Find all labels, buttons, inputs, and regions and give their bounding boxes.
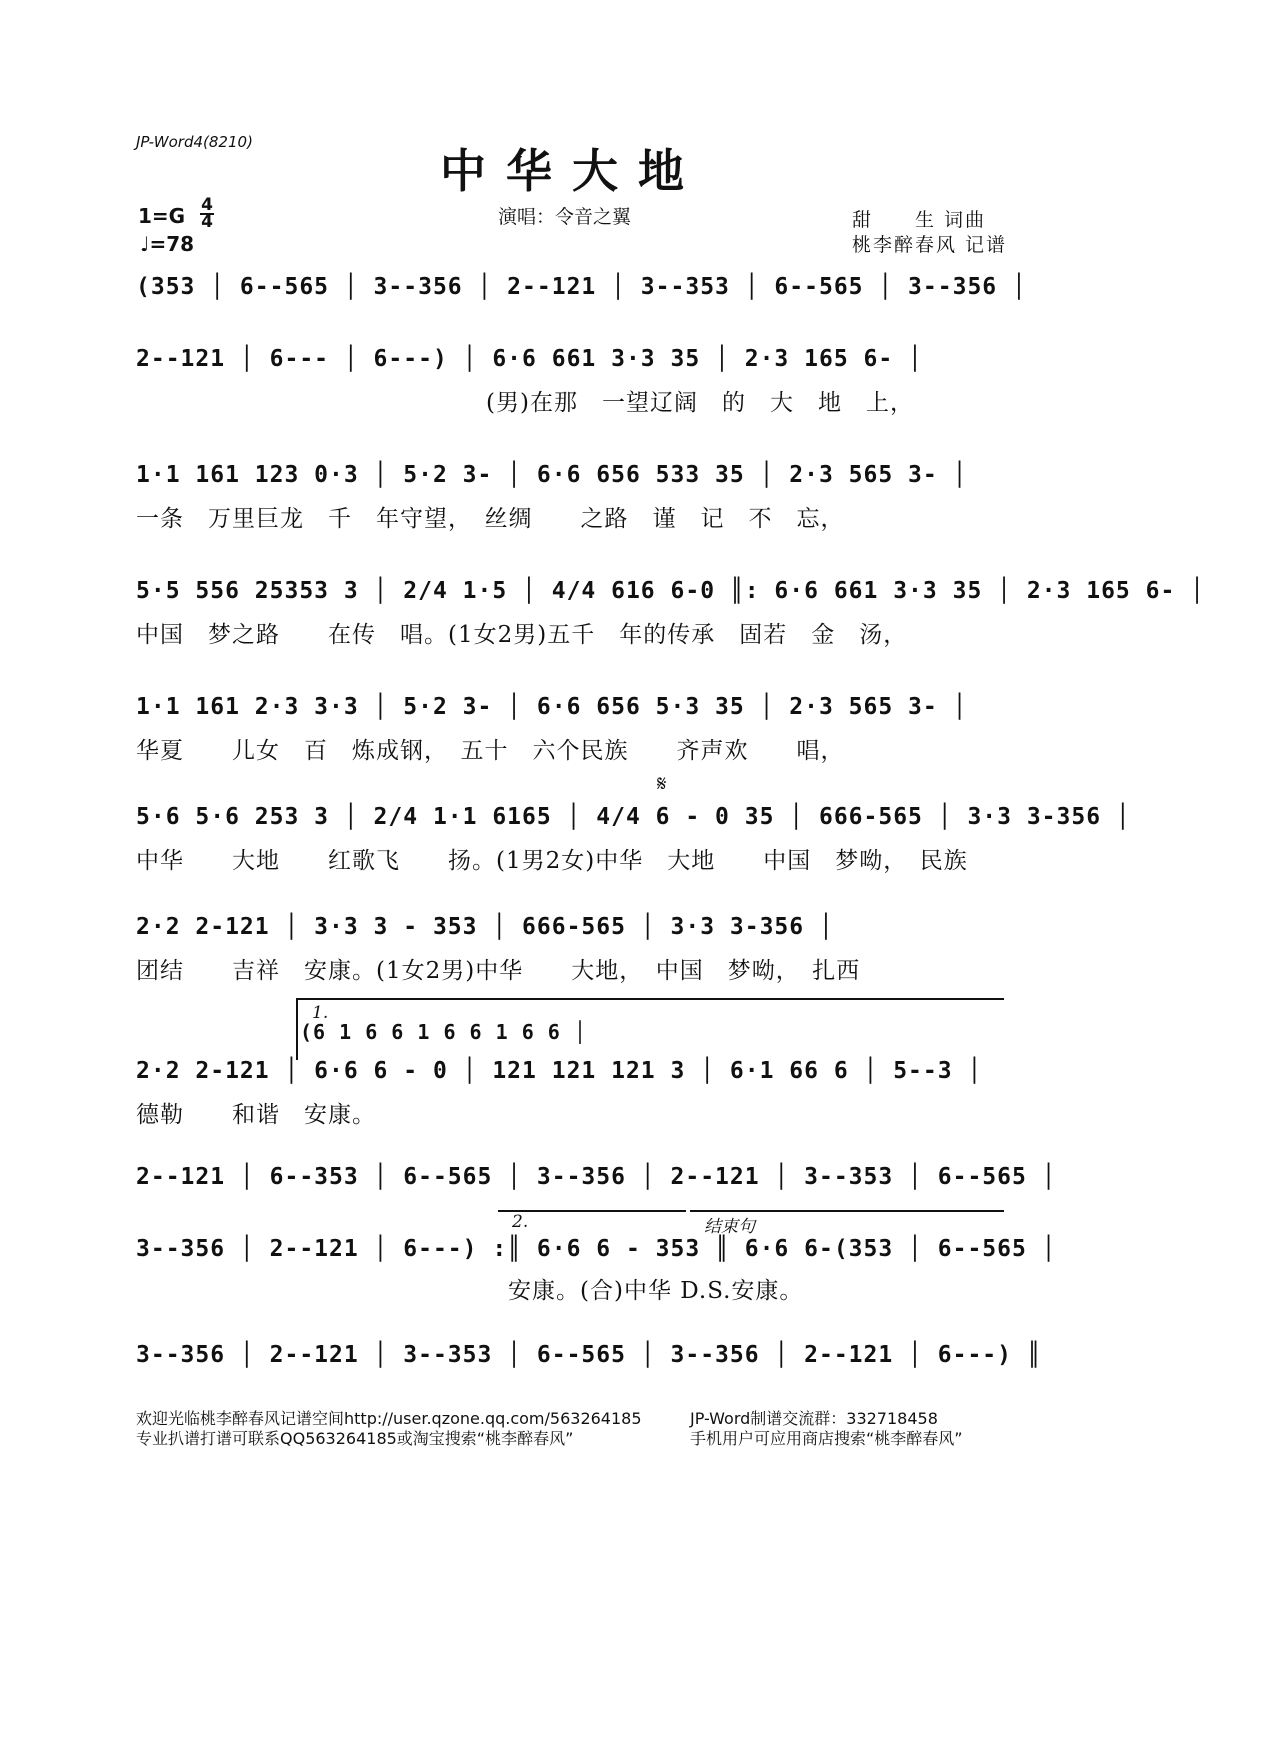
lyrics-row-8: 德勒 和谐 安康。 <box>136 1102 376 1128</box>
singer-credit: 演唱：令音之翼 <box>498 206 632 228</box>
tempo-marking <box>140 232 194 256</box>
music-row-2: 2--121 │ 6--- │ 6---) │ 6·6 661 3·3 35 │ 2·3 165 6- │ <box>136 346 923 372</box>
music-row-6: 5·6 5·6 253 3 │ 2/4 1·1 6165 │ 4/4 6 - 0 35 │ 666-565 │ 3·3 3-356 │ <box>136 804 1131 830</box>
footer-contact: 专业扒谱打谱可联系QQ563264185或淘宝搜索“桃李醉春风” <box>136 1429 574 1448</box>
lyrics-row-7: 团结 吉祥 安康。(1女2男)中华 大地， 中国 梦呦， 扎西 <box>136 958 861 984</box>
segno-sign: 𝄋 <box>657 772 667 797</box>
quarter-note-icon: ♩ <box>140 232 150 256</box>
lyrics-row-6: 中华 大地 红歌飞 扬。(1男2女)中华 大地 中国 梦呦， 民族 <box>136 848 968 874</box>
music-row-10: 3--356 │ 2--121 │ 6---) :║ 6·6 6 - 353 ║ 6·6 6-(353 │ 6--565 │ <box>136 1236 1057 1262</box>
ending-label: 结束句 <box>704 1217 755 1237</box>
software-label: JP-Word4(8210) <box>136 133 253 151</box>
footer-app: 手机用户可应用商店搜索“桃李醉春风” <box>690 1429 963 1448</box>
footer-website: 欢迎光临桃李醉春风记谱空间http://user.qzone.qq.com/563264185 <box>136 1409 642 1428</box>
time-signature <box>200 195 214 232</box>
volta-1-bracket-left <box>296 998 298 1060</box>
volta-1-ornament-row: (6 1 6 6 1 6 6 1 6 6 │ <box>300 1020 587 1044</box>
music-row-1: (353 │ 6--565 │ 3--356 │ 2--121 │ 3--353 │ 6--565 │ 3--356 │ <box>136 274 1027 300</box>
music-row-11: 3--356 │ 2--121 │ 3--353 │ 6--565 │ 3--356 │ 2--121 │ 6---) ║ <box>136 1342 1042 1368</box>
music-row-8: 2·2 2-121 │ 6·6 6 - 0 │ 121 121 121 3 │ 6·1 66 6 │ 5--3 │ <box>136 1058 983 1084</box>
composer-credit: 甜 生 词曲 <box>852 209 987 231</box>
lyrics-row-3: 一条 万里巨龙 千 年守望， 丝绸 之路 谨 记 不 忘， <box>136 506 845 532</box>
footer-group: JP-Word制谱交流群：332718458 <box>690 1409 938 1428</box>
page-title: 中华大地 <box>440 144 704 198</box>
volta-1-bracket <box>296 998 1004 1000</box>
music-row-3: 1·1 161 123 0·3 │ 5·2 3- │ 6·6 656 533 35 │ 2·3 565 3- │ <box>136 462 968 488</box>
time-denominator: 4 <box>201 212 213 232</box>
volta-2-label: 2. <box>512 1212 529 1232</box>
key-signature: 1=G <box>138 204 186 228</box>
transcriber-credit: 桃李醉春风 记谱 <box>852 234 1008 256</box>
volta-1-label: 1. <box>312 1003 329 1023</box>
music-row-7: 2·2 2-121 │ 3·3 3 - 353 │ 666-565 │ 3·3 3-356 │ <box>136 914 834 940</box>
lyrics-row-2: (男)在那 一望辽阔 的 大 地 上， <box>486 390 914 416</box>
lyrics-row-4: 中国 梦之路 在传 唱。(1女2男)五千 年的传承 固若 金 汤， <box>136 622 908 648</box>
time-numerator: 4 <box>201 195 213 215</box>
music-row-9: 2--121 │ 6--353 │ 6--565 │ 3--356 │ 2--121 │ 3--353 │ 6--565 │ <box>136 1164 1057 1190</box>
lyrics-row-10: 安康。(合)中华 D.S.安康。 <box>508 1278 804 1304</box>
lyrics-row-5: 华夏 儿女 百 炼成钢， 五十 六个民族 齐声欢 唱， <box>136 738 845 764</box>
music-row-4: 5·5 556 25353 3 │ 2/4 1·5 │ 4/4 616 6-0 ║: 6·6 661 3·3 35 │ 2·3 165 6- │ <box>136 578 1205 604</box>
music-row-5: 1·1 161 2·3 3·3 │ 5·2 3- │ 6·6 656 5·3 35 │ 2·3 565 3- │ <box>136 694 968 720</box>
tempo-value: =78 <box>149 232 195 256</box>
